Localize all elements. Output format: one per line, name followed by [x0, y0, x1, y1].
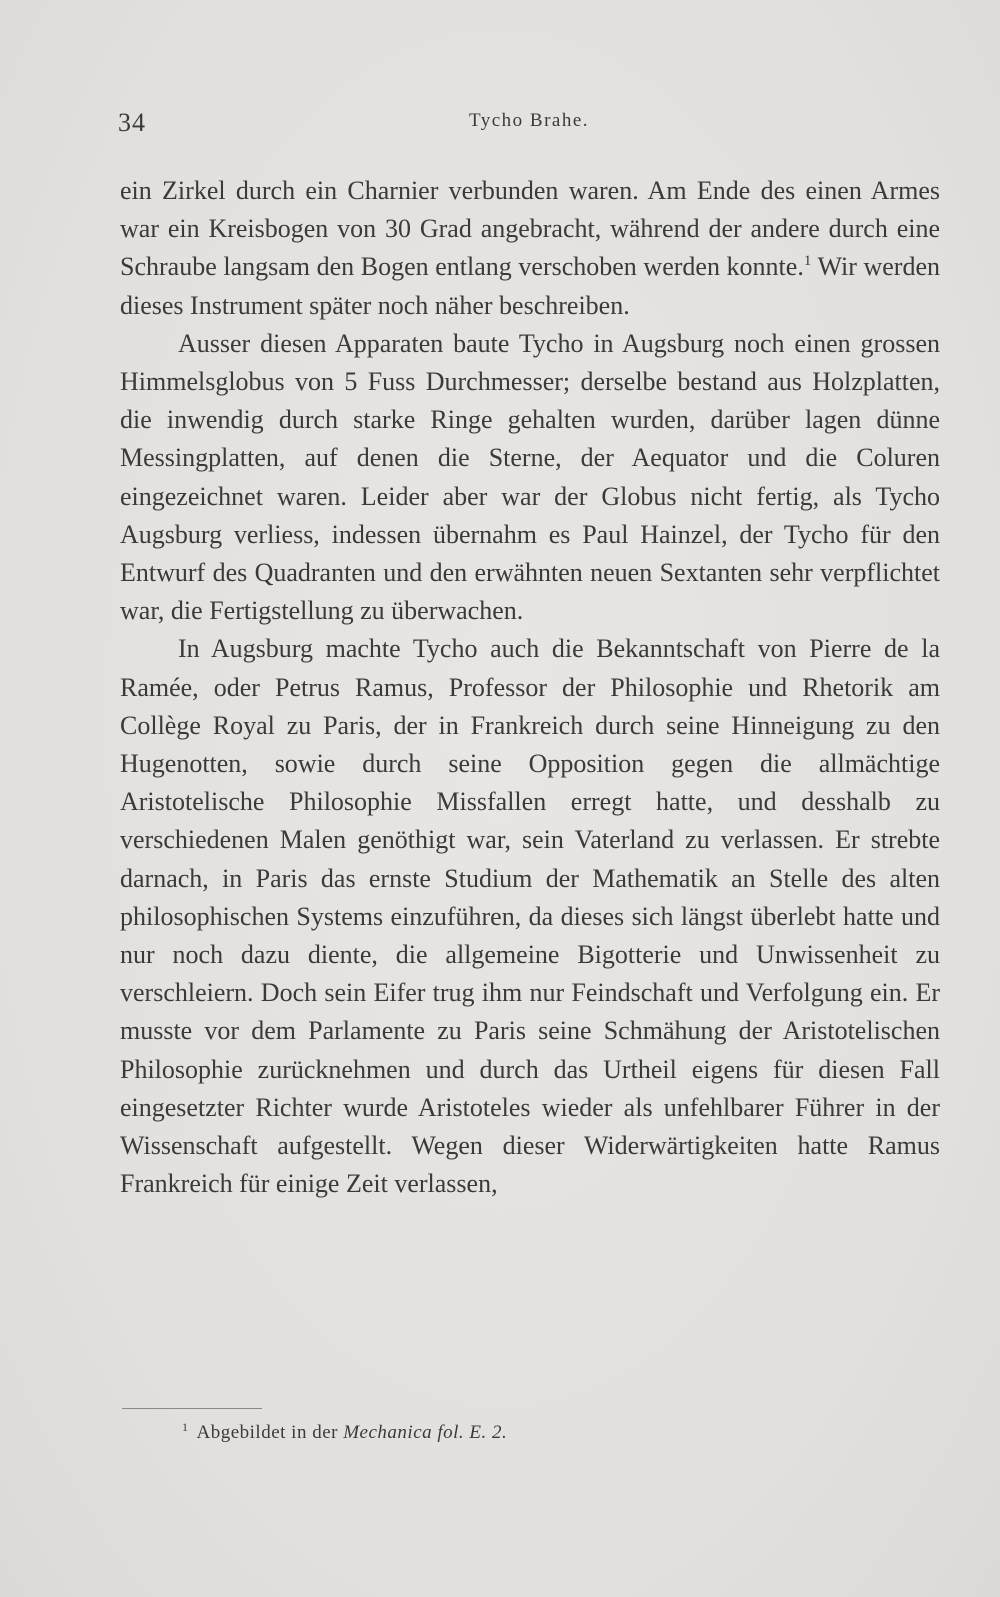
- paragraph-globus: Ausser diesen Apparaten baute Tycho in Augsburg noch einen grossen Himmelsglobus von 5 Fuss Durchmesser; derselbe bestand aus Holzplatten, die inwendig durch starke Ringe gehalten wurden, darüber lagen dünne Messingplatten, auf denen die Sterne, der Aequator und die Coluren eingezeichnet waren. Leider aber war der Globus nicht fertig, als Tycho Augsburg verliess, indessen übernahm es Paul Hainzel, der Tycho für den Entwurf des Quadranten und den erwähnten neuen Sextanten sehr verpflichtet war, die Fertigstellung zu überwachen.: [120, 328, 940, 626]
- footnote-reference: 1: [803, 253, 812, 270]
- paragraph-1-text: ein Zirkel durch ein Charnier verbunden waren. Am Ende des einen Armes war ein Kreisbogen von 30 Grad angebracht, während der andere durch eine Schraube langsam den Bogen entlang verschoben werden konnte.: [120, 176, 940, 282]
- footnote-italic-reference: Mechanica fol. E. 2.: [343, 1422, 508, 1443]
- paragraph-ramus: In Augsburg machte Tycho auch die Bekanntschaft von Pierre de la Ramée, oder Petrus Ramus, Professor der Philosophie und Rhetorik am Collège Royal zu Paris, der in Frankreich durch seine Hinneigung zu den Hugenotten, sowie durch seine Opposition gegen die allmächtige Aristotelische Philosophie Missfallen erregt hatte, und desshalb zu verschiedenen Malen genöthigt war, sein Vaterland zu verlassen. Er strebte darnach, in Paris das ernste Studium der Mathematik an Stelle des alten philosophischen Systems einzuführen, da dieses sich längst überlebt hatte und nur noch dazu diente, die allgemeine Bigotterie und Unwissenheit zu verschleiern. Doch sein Eifer trug ihm nur Feindschaft und Verfolgung ein. Er musste vor dem Parlamente zu Paris seine Schmähung der Aristotelischen Philosophie zurücknehmen und durch das Urtheil eigens für diesen Fall eingesetzter Richter wurde Aristoteles wieder als unfehlbarer Führer in der Wissenschaft aufgestellt. Wegen dieser Widerwärtigkeiten hatte Ramus Frankreich für einige Zeit verlassen,: [120, 634, 940, 1199]
- paragraph-1-text-cont: Wir werden dieses Instrument später noch näher beschreiben.: [120, 252, 940, 320]
- body-text: [120, 172, 940, 1203]
- running-title: Tycho Brahe.: [468, 110, 590, 131]
- footnote: [182, 1420, 507, 1444]
- running-head: [118, 108, 940, 138]
- footnote-text: Abgebildet in der: [196, 1422, 344, 1443]
- footnote-mark: 1: [182, 1420, 189, 1434]
- footnote-divider: [122, 1408, 262, 1409]
- paragraph-continued: [120, 172, 940, 325]
- page-number: 34: [118, 108, 146, 137]
